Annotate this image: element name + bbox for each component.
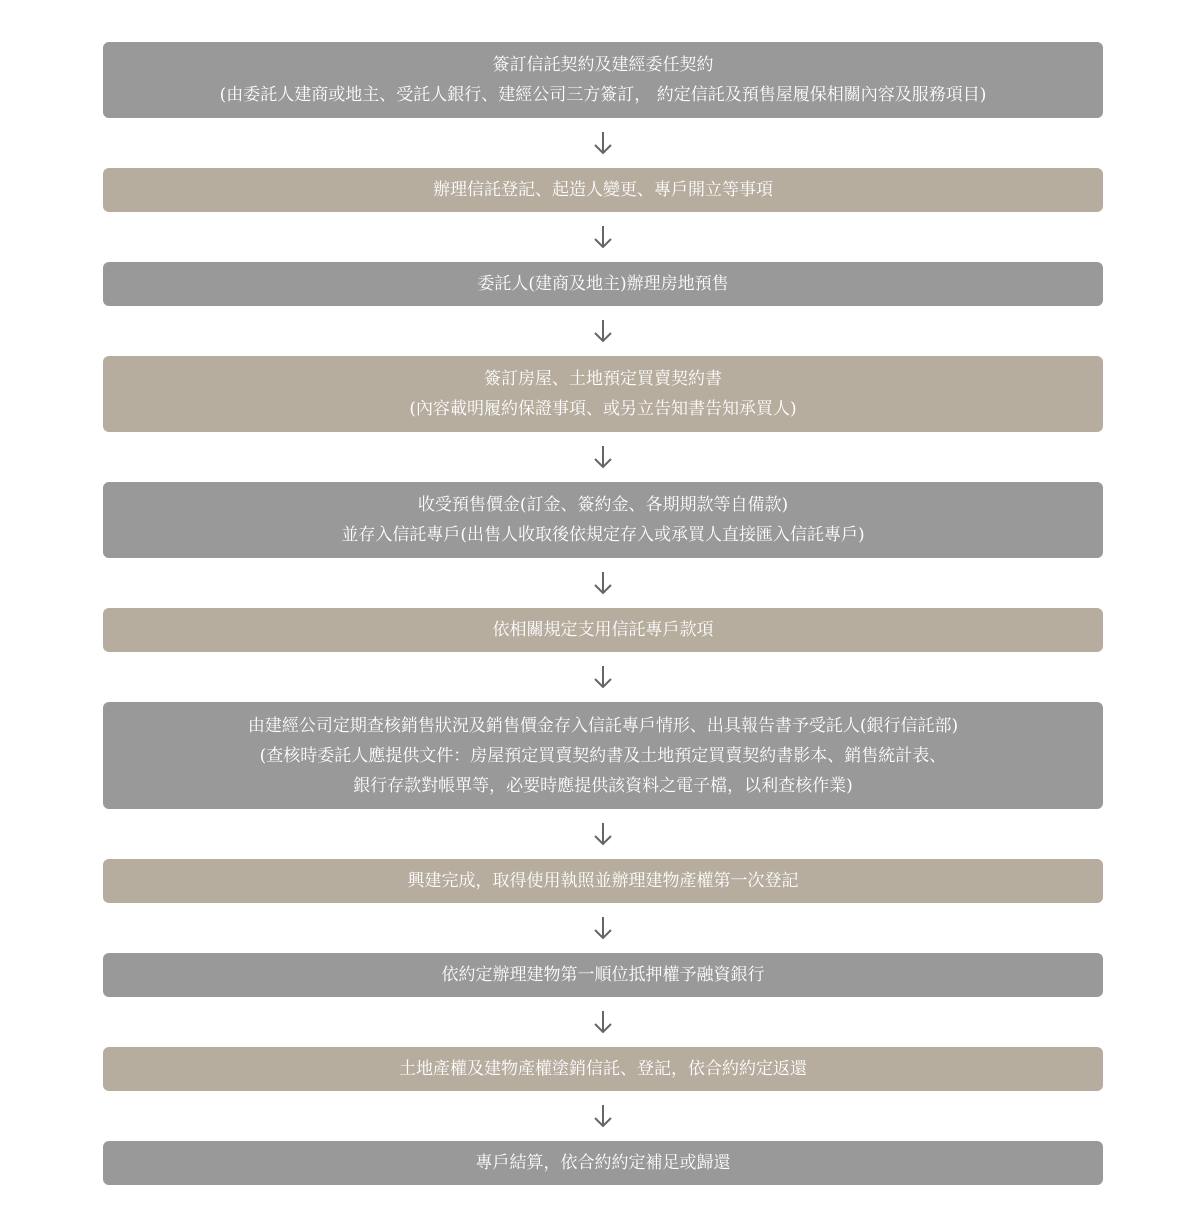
down-arrow-icon: [103, 118, 1103, 168]
step-7-note-2: 銀行存款對帳單等，必要時應提供該資料之電子檔，以利查核作業): [353, 775, 853, 796]
step-1-title: 簽訂信託契約及建經委任契約: [492, 55, 714, 75]
step-11-account-settlement: [103, 1141, 1103, 1185]
step-2-title: 辦理信託登記、起造人變更、專戶開立等事項: [433, 180, 773, 200]
step-4-note: (內容載明履約保證事項、或另立告知書告知承買人): [409, 399, 797, 419]
step-6-disburse-funds: [103, 608, 1103, 652]
step-6-title: 依相關規定支用信託專戶款項: [492, 620, 714, 640]
step-1-sign-trust-contract: [103, 42, 1103, 118]
step-10-trust-cancellation: [103, 1047, 1103, 1091]
flowchart: [103, 42, 1103, 1185]
step-9-title: 依約定辦理建物第一順位抵押權予融資銀行: [441, 965, 765, 985]
step-9-mortgage-registration: [103, 953, 1103, 997]
down-arrow-icon: [103, 432, 1103, 482]
step-8-construction-complete: [103, 859, 1103, 903]
step-4-sign-sales-contract: [103, 356, 1103, 432]
down-arrow-icon: [103, 903, 1103, 953]
step-1-note: (由委託人建商或地主、受託人銀行、建經公司三方簽訂， 約定信託及預售屋履保相關內容及服務項目): [219, 85, 987, 105]
down-arrow-icon: [103, 306, 1103, 356]
step-7-title: 由建經公司定期查核銷售狀況及銷售價金存入信託專戶情形、出具報告書予受託人(銀行信託部): [247, 715, 959, 736]
step-5-note: 並存入信託專戶(出售人收取後依規定存入或承買人直接匯入信託專戶): [341, 525, 865, 545]
step-7-periodic-audit: [103, 702, 1103, 809]
step-5-collect-payments: [103, 482, 1103, 558]
step-7-note-1: (查核時委託人應提供文件：房屋預定買賣契約書及土地預定買賣契約書影本、銷售統計表、: [259, 745, 947, 766]
step-3-presale: [103, 262, 1103, 306]
step-4-title: 簽訂房屋、土地預定買賣契約書: [484, 369, 722, 389]
step-3-title: 委託人(建商及地主)辦理房地預售: [477, 274, 729, 294]
step-5-title: 收受預售價金(訂金、簽約金、各期期款等自備款): [417, 495, 789, 515]
step-8-title: 興建完成，取得使用執照並辦理建物產權第一次登記: [407, 871, 799, 891]
down-arrow-icon: [103, 1091, 1103, 1141]
step-2-trust-registration: [103, 168, 1103, 212]
down-arrow-icon: [103, 652, 1103, 702]
down-arrow-icon: [103, 809, 1103, 859]
step-11-title: 專戶結算，依合約約定補足或歸還: [475, 1153, 731, 1173]
step-10-title: 土地產權及建物產權塗銷信託、登記，依合約約定返還: [399, 1059, 807, 1079]
down-arrow-icon: [103, 212, 1103, 262]
down-arrow-icon: [103, 997, 1103, 1047]
down-arrow-icon: [103, 558, 1103, 608]
